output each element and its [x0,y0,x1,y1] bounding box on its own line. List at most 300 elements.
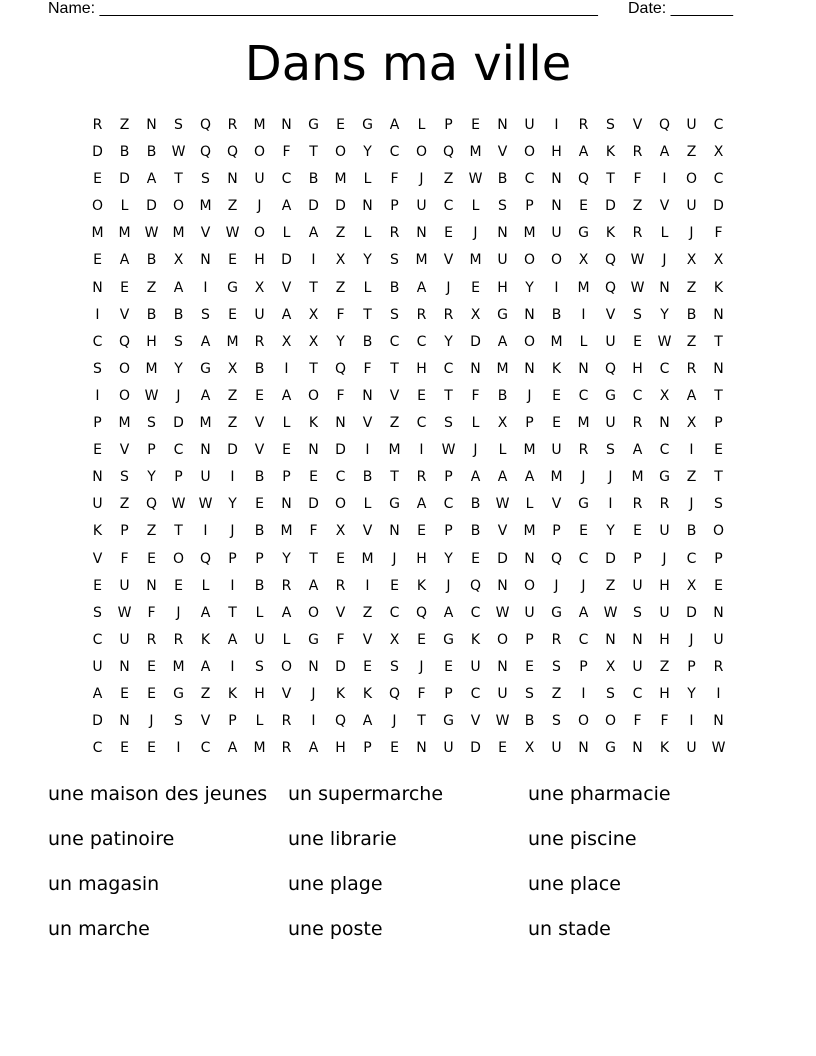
grid-letter[interactable]: C [632,387,643,404]
grid-letter[interactable]: N [416,740,427,757]
grid-letter[interactable]: E [633,523,642,540]
grid-letter[interactable]: I [230,658,235,675]
grid-letter[interactable]: W [495,496,510,513]
grid-letter[interactable]: E [579,523,588,540]
grid-letter[interactable]: X [335,523,346,540]
grid-letter[interactable]: C [389,333,400,350]
grid-letter[interactable]: J [446,279,451,296]
grid-letter[interactable]: A [686,387,697,404]
grid-letter[interactable]: D [281,252,292,269]
grid-letter[interactable]: B [254,523,265,540]
grid-letter[interactable]: A [578,604,589,621]
grid-letter[interactable]: P [93,415,102,432]
grid-letter[interactable]: J [176,387,181,404]
grid-letter[interactable]: T [309,360,318,377]
grid-letter[interactable]: R [632,144,643,161]
grid-letter[interactable]: E [336,550,345,567]
grid-letter[interactable]: M [253,117,266,133]
grid-letter[interactable]: E [93,442,102,459]
grid-letter[interactable]: V [497,523,508,540]
grid-letter[interactable]: J [662,550,667,567]
grid-letter[interactable]: T [363,306,372,323]
grid-letter[interactable]: U [551,442,562,459]
grid-letter[interactable]: X [524,740,535,757]
grid-letter[interactable]: Y [363,252,372,269]
grid-letter[interactable]: C [632,685,643,702]
grid-letter[interactable]: Y [147,469,156,486]
grid-letter[interactable]: A [659,144,670,161]
grid-letter[interactable]: R [173,631,184,648]
date-field[interactable]: Date: _______ [628,0,733,17]
grid-letter[interactable]: U [470,658,481,675]
grid-letter[interactable]: U [686,740,697,757]
grid-letter[interactable]: E [228,306,237,323]
grid-letter[interactable]: Y [525,279,534,296]
grid-letter[interactable]: M [172,658,185,675]
grid-letter[interactable]: I [176,740,181,757]
grid-letter[interactable]: V [200,225,211,242]
grid-letter[interactable]: V [362,415,373,432]
grid-letter[interactable]: W [171,496,186,513]
grid-letter[interactable]: C [416,333,427,350]
grid-letter[interactable]: P [687,658,696,675]
grid-letter[interactable]: J [311,685,316,702]
grid-letter[interactable]: P [525,631,534,648]
grid-letter[interactable]: Y [444,333,453,350]
grid-letter[interactable]: Q [199,144,212,161]
grid-letter[interactable]: U [92,658,103,675]
grid-letter[interactable]: I [284,360,289,377]
grid-letter[interactable]: R [443,306,454,323]
grid-letter[interactable]: C [335,469,346,486]
grid-letter[interactable]: J [473,225,478,242]
grid-letter[interactable]: A [308,577,319,594]
grid-letter[interactable]: W [630,279,645,296]
grid-letter[interactable]: U [119,631,130,648]
grid-letter[interactable]: M [523,442,536,459]
grid-letter[interactable]: W [441,442,456,459]
grid-letter[interactable]: Q [550,550,563,567]
grid-letter[interactable]: G [578,496,589,513]
grid-letter[interactable]: H [659,577,670,594]
grid-letter[interactable]: X [281,333,292,350]
grid-letter[interactable]: X [308,333,319,350]
grid-letter[interactable]: D [335,658,346,675]
grid-letter[interactable]: Q [415,604,428,621]
grid-letter[interactable]: X [578,252,589,269]
grid-letter[interactable]: A [308,225,319,242]
grid-letter[interactable]: O [523,252,536,269]
grid-letter[interactable]: G [308,117,319,133]
grid-letter[interactable]: S [714,496,723,513]
grid-letter[interactable]: Z [227,198,238,215]
grid-letter[interactable]: X [713,252,724,269]
grid-letter[interactable]: B [119,144,130,161]
grid-letter[interactable]: E [444,658,453,675]
grid-letter[interactable]: I [689,442,694,459]
grid-letter[interactable]: I [203,279,208,296]
grid-letter[interactable]: I [230,577,235,594]
grid-letter[interactable]: P [633,550,642,567]
grid-letter[interactable]: N [497,225,508,242]
grid-letter[interactable]: D [146,198,157,215]
grid-letter[interactable]: Q [604,279,617,296]
grid-letter[interactable]: F [336,631,345,648]
grid-letter[interactable]: P [228,713,237,730]
grid-letter[interactable]: U [254,631,265,648]
grid-letter[interactable]: A [227,631,238,648]
grid-letter[interactable]: Y [228,496,237,513]
grid-letter[interactable]: M [199,415,212,432]
grid-letter[interactable]: N [281,117,292,133]
grid-letter[interactable]: C [524,171,535,188]
grid-letter[interactable]: E [552,387,561,404]
grid-letter[interactable]: A [200,658,211,675]
grid-letter[interactable]: P [444,469,453,486]
grid-letter[interactable]: P [228,550,237,567]
grid-letter[interactable]: U [254,171,265,188]
grid-letter[interactable]: O [118,387,131,404]
grid-letter[interactable]: S [525,685,534,702]
grid-letter[interactable]: M [577,279,590,296]
grid-letter[interactable]: K [605,225,616,242]
grid-letter[interactable]: M [469,252,482,269]
grid-letter[interactable]: V [200,713,211,730]
grid-letter[interactable]: P [525,198,534,215]
grid-letter[interactable]: I [203,523,208,540]
grid-letter[interactable]: E [363,658,372,675]
grid-letter[interactable]: L [525,496,534,513]
grid-letter[interactable]: S [606,685,615,702]
grid-letter[interactable]: P [363,740,372,757]
grid-letter[interactable]: M [523,523,536,540]
grid-letter[interactable]: L [363,225,372,242]
grid-letter[interactable]: T [417,713,426,730]
grid-letter[interactable]: C [92,740,103,757]
grid-letter[interactable]: L [255,604,264,621]
grid-letter[interactable]: J [257,198,262,215]
grid-letter[interactable]: I [608,496,613,513]
grid-letter[interactable]: X [713,144,724,161]
grid-letter[interactable]: Q [334,360,347,377]
grid-letter[interactable]: U [524,604,535,621]
grid-letter[interactable]: V [92,550,103,567]
grid-letter[interactable]: Q [442,144,455,161]
grid-letter[interactable]: N [497,658,508,675]
grid-letter[interactable]: R [632,225,643,242]
grid-letter[interactable]: A [362,713,373,730]
grid-letter[interactable]: S [633,604,642,621]
grid-letter[interactable]: G [551,604,562,621]
grid-letter[interactable]: I [95,306,100,323]
grid-letter[interactable]: C [443,198,454,215]
grid-letter[interactable]: M [550,333,563,350]
grid-letter[interactable]: K [362,685,373,702]
grid-letter[interactable]: S [390,252,399,269]
grid-letter[interactable]: M [415,252,428,269]
grid-letter[interactable]: O [118,360,131,377]
grid-letter[interactable]: E [93,171,102,188]
name-field[interactable]: Name: ________________________________________________________ [48,0,598,17]
grid-letter[interactable]: U [254,306,265,323]
grid-letter[interactable]: C [578,631,589,648]
grid-letter[interactable]: L [201,577,210,594]
grid-letter[interactable]: N [659,415,670,432]
grid-letter[interactable]: O [577,713,590,730]
grid-letter[interactable]: N [497,117,508,133]
grid-letter[interactable]: F [471,387,480,404]
grid-letter[interactable]: L [363,171,372,188]
grid-letter[interactable]: Q [469,577,482,594]
grid-letter[interactable]: V [254,442,265,459]
grid-letter[interactable]: J [689,225,694,242]
grid-letter[interactable]: E [147,658,156,675]
grid-letter[interactable]: N [335,415,346,432]
grid-letter[interactable]: C [443,360,454,377]
grid-letter[interactable]: O [307,387,320,404]
grid-letter[interactable]: N [362,387,373,404]
grid-letter[interactable]: C [416,415,427,432]
grid-letter[interactable]: W [144,225,159,242]
grid-letter[interactable]: D [308,496,319,513]
grid-letter[interactable]: E [552,415,561,432]
grid-letter[interactable]: S [174,117,183,133]
grid-letter[interactable]: V [362,523,373,540]
grid-letter[interactable]: L [363,496,372,513]
grid-letter[interactable]: F [147,604,156,621]
grid-letter[interactable]: R [578,442,589,459]
grid-letter[interactable]: P [444,685,453,702]
grid-letter[interactable]: K [335,685,346,702]
grid-letter[interactable]: L [120,198,129,215]
grid-letter[interactable]: A [416,279,427,296]
grid-letter[interactable]: K [659,740,670,757]
grid-letter[interactable]: E [120,740,129,757]
grid-letter[interactable]: U [632,658,643,675]
grid-letter[interactable]: U [551,225,562,242]
grid-letter[interactable]: I [365,577,370,594]
grid-letter[interactable]: N [524,550,535,567]
grid-letter[interactable]: S [201,171,210,188]
grid-letter[interactable]: W [468,171,483,188]
grid-letter[interactable]: Z [119,117,130,133]
grid-letter[interactable]: K [92,523,103,540]
grid-letter[interactable]: E [714,577,723,594]
grid-letter[interactable]: E [120,279,129,296]
grid-letter[interactable]: D [605,198,616,215]
grid-letter[interactable]: D [470,333,481,350]
grid-letter[interactable]: W [144,387,159,404]
grid-letter[interactable]: T [606,171,615,188]
grid-letter[interactable]: S [147,415,156,432]
grid-letter[interactable]: E [120,685,129,702]
grid-letter[interactable]: A [308,740,319,757]
grid-letter[interactable]: Z [362,604,373,621]
grid-letter[interactable]: H [659,685,670,702]
grid-letter[interactable]: Z [686,144,697,161]
grid-letter[interactable]: E [444,225,453,242]
grid-letter[interactable]: G [605,387,616,404]
grid-letter[interactable]: N [281,496,292,513]
grid-letter[interactable]: H [497,279,508,296]
grid-letter[interactable]: A [578,144,589,161]
grid-letter[interactable]: G [362,117,373,133]
grid-letter[interactable]: U [632,577,643,594]
grid-letter[interactable]: B [389,279,400,296]
grid-letter[interactable]: M [253,740,266,757]
grid-letter[interactable]: U [686,198,697,215]
grid-letter[interactable]: H [254,252,265,269]
grid-letter[interactable]: S [552,713,561,730]
grid-letter[interactable]: E [417,631,426,648]
grid-letter[interactable]: N [92,469,103,486]
grid-letter[interactable]: C [470,604,481,621]
grid-letter[interactable]: A [497,333,508,350]
grid-letter[interactable]: N [713,306,724,323]
grid-letter[interactable]: N [308,658,319,675]
grid-letter[interactable]: F [660,713,669,730]
grid-letter[interactable]: Z [686,469,697,486]
grid-letter[interactable]: O [172,198,185,215]
grid-letter[interactable]: T [174,523,183,540]
grid-letter[interactable]: R [659,496,670,513]
grid-letter[interactable]: T [390,469,399,486]
grid-letter[interactable]: B [497,387,508,404]
grid-letter[interactable]: V [605,306,616,323]
grid-letter[interactable]: I [365,442,370,459]
grid-letter[interactable]: P [444,117,453,133]
grid-letter[interactable]: E [147,685,156,702]
grid-letter[interactable]: E [390,577,399,594]
grid-letter[interactable]: W [630,252,645,269]
grid-letter[interactable]: M [334,171,347,188]
grid-letter[interactable]: C [713,117,724,133]
grid-letter[interactable]: H [146,333,157,350]
grid-letter[interactable]: M [118,415,131,432]
grid-letter[interactable]: D [605,550,616,567]
grid-letter[interactable]: S [606,442,615,459]
grid-letter[interactable]: R [92,117,103,133]
grid-letter[interactable]: S [255,658,264,675]
grid-letter[interactable]: Z [605,577,616,594]
grid-letter[interactable]: R [254,333,265,350]
grid-letter[interactable]: N [227,171,238,188]
grid-letter[interactable]: B [146,306,157,323]
grid-letter[interactable]: S [552,658,561,675]
grid-letter[interactable]: R [686,360,697,377]
grid-letter[interactable]: J [446,577,451,594]
grid-letter[interactable]: S [201,306,210,323]
grid-letter[interactable]: R [416,469,427,486]
grid-letter[interactable]: P [525,415,534,432]
grid-letter[interactable]: F [336,306,345,323]
grid-letter[interactable]: A [227,740,238,757]
grid-letter[interactable]: J [527,387,532,404]
grid-letter[interactable]: N [389,523,400,540]
grid-letter[interactable]: W [117,604,132,621]
grid-letter[interactable]: Q [199,550,212,567]
grid-letter[interactable]: B [524,713,535,730]
grid-letter[interactable]: S [120,469,129,486]
grid-letter[interactable]: R [632,496,643,513]
grid-letter[interactable]: E [93,577,102,594]
grid-letter[interactable]: D [92,713,103,730]
grid-letter[interactable]: T [714,387,723,404]
grid-letter[interactable]: E [417,387,426,404]
grid-letter[interactable]: M [199,198,212,215]
grid-letter[interactable]: Z [551,685,562,702]
grid-letter[interactable]: H [659,631,670,648]
grid-letter[interactable]: Y [174,360,183,377]
grid-letter[interactable]: L [498,442,507,459]
grid-letter[interactable]: E [174,577,183,594]
grid-letter[interactable]: N [92,279,103,296]
grid-letter[interactable]: I [662,171,667,188]
grid-letter[interactable]: U [659,604,670,621]
grid-letter[interactable]: C [578,550,589,567]
grid-letter[interactable]: P [120,523,129,540]
grid-letter[interactable]: F [309,523,318,540]
grid-letter[interactable]: Z [686,333,697,350]
grid-letter[interactable]: K [713,279,724,296]
grid-letter[interactable]: E [633,333,642,350]
grid-letter[interactable]: Y [444,550,453,567]
grid-letter[interactable]: V [470,713,481,730]
grid-letter[interactable]: S [390,306,399,323]
grid-letter[interactable]: X [308,306,319,323]
grid-letter[interactable]: E [93,252,102,269]
grid-letter[interactable]: H [416,360,427,377]
grid-letter[interactable]: E [309,469,318,486]
grid-letter[interactable]: I [311,713,316,730]
grid-letter[interactable]: B [254,360,265,377]
grid-letter[interactable]: R [578,117,589,133]
grid-letter[interactable]: E [147,550,156,567]
grid-letter[interactable]: A [524,469,535,486]
grid-letter[interactable]: A [443,604,454,621]
grid-letter[interactable]: D [713,198,724,215]
grid-letter[interactable]: Y [282,550,291,567]
grid-letter[interactable]: Q [145,496,158,513]
grid-letter[interactable]: J [662,252,667,269]
grid-letter[interactable]: N [659,279,670,296]
grid-letter[interactable]: P [282,469,291,486]
grid-letter[interactable]: Z [227,387,238,404]
grid-letter[interactable]: R [713,658,724,675]
grid-letter[interactable]: S [498,198,507,215]
grid-letter[interactable]: C [389,144,400,161]
grid-letter[interactable]: E [714,442,723,459]
grid-letter[interactable]: B [308,171,319,188]
grid-letter[interactable]: B [686,523,697,540]
grid-letter[interactable]: G [308,631,319,648]
grid-letter[interactable]: H [254,685,265,702]
grid-letter[interactable]: S [93,604,102,621]
grid-letter[interactable]: O [307,604,320,621]
grid-letter[interactable]: A [281,387,292,404]
grid-letter[interactable]: P [390,198,399,215]
grid-letter[interactable]: N [551,171,562,188]
grid-letter[interactable]: J [689,496,694,513]
grid-letter[interactable]: V [551,496,562,513]
grid-letter[interactable]: H [335,740,346,757]
grid-letter[interactable]: G [605,740,616,757]
grid-letter[interactable]: O [523,144,536,161]
grid-letter[interactable]: J [581,469,586,486]
grid-letter[interactable]: D [173,415,184,432]
grid-letter[interactable]: E [471,117,480,133]
grid-letter[interactable]: V [389,387,400,404]
